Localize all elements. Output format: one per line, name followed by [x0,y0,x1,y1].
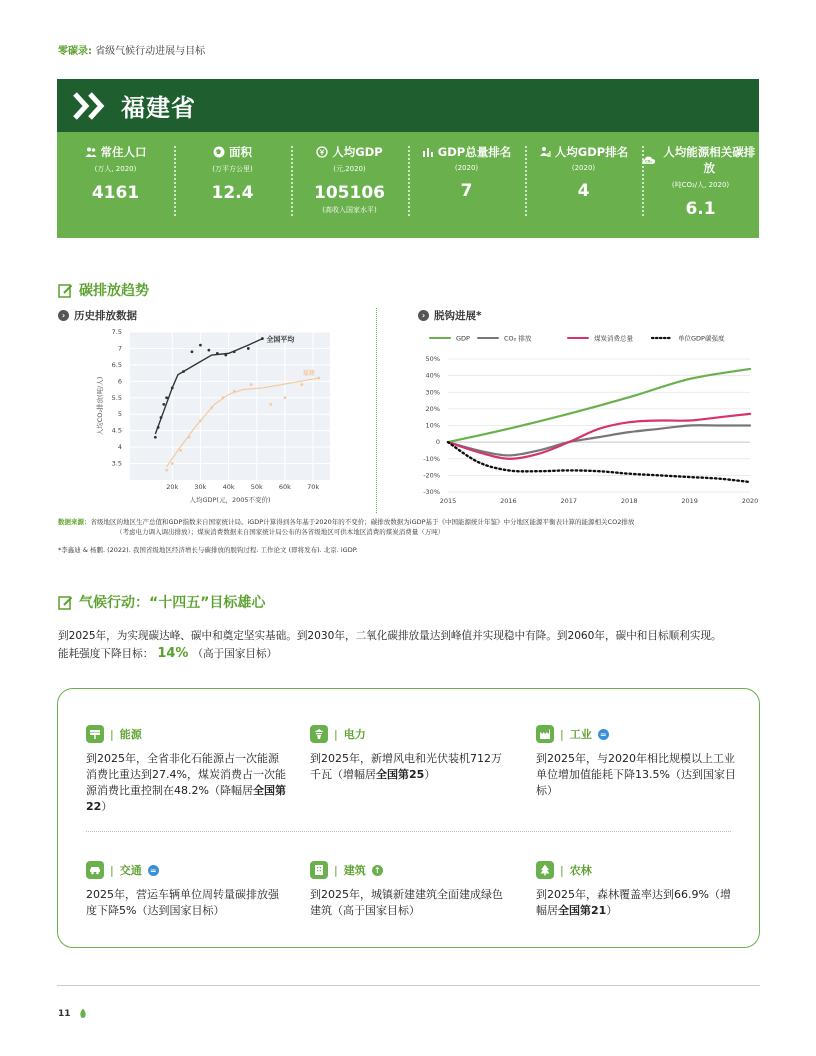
climate-section-title [58,592,265,612]
tree-icon [536,861,554,879]
equal-icon: = [598,729,609,740]
scatter-point [165,396,168,399]
scatter-point [154,436,157,439]
car-icon [86,861,104,879]
scatter-point [261,337,264,340]
sector-text-end: ） [424,768,436,781]
stat-label: 常住人口 [100,145,147,159]
stats-band [57,132,759,238]
stat-gdp-per-capita-rank [525,132,642,238]
scatter-point [160,416,163,419]
sector-name: 电力 [343,728,366,741]
history-subtitle [58,308,137,323]
header-section-label: 零碳录: [58,46,92,57]
scatter-point [162,403,165,406]
y-tick-label: 3.5 [111,459,122,468]
y-tick-label: 4 [117,443,122,452]
y-tick-label: 30% [425,388,440,397]
scatter-point [233,350,236,353]
citation-note: *李鑫迪 & 杨鹏. (2022). 我国省级地区经济增长与碳排放的脱钩过程. 工作论文 (即将发布). 北京. iGDP. [58,546,358,554]
stat-value: 7 [460,181,473,201]
stat-unit: (万人, 2020) [94,165,137,173]
stat-unit: (万平方公里) [212,165,253,173]
scatter-point [284,396,287,399]
stat-area [174,132,291,238]
sector-targets-box [57,688,760,948]
chevron-right-icon: › [58,310,69,321]
stat-value: 4 [577,181,590,201]
scatter-point [224,354,227,357]
history-scatter-chart [90,328,340,508]
scatter-point [222,396,225,399]
energy-icon [86,725,104,743]
x-tick-label: 2016 [500,497,517,505]
x-tick-label: 70k [307,483,320,491]
sector-power: | 电力 到2025年，新增风电和光伏装机712万千瓦（增幅居全国第25） [310,725,510,783]
y-tick-label: 10% [425,421,440,430]
chevron-right-icon: › [418,310,429,321]
people-icon [85,146,97,158]
chart-divider [376,308,377,513]
x-tick-label: 2018 [620,497,638,505]
sector-name: 工业 [569,728,592,741]
legend-label: 煤炭消费总量 [594,334,633,343]
equal-icon: = [148,865,159,876]
stat-carbon-per-capita [642,132,759,238]
decoupling-subtitle [418,308,482,323]
y-tick-label: 7 [117,344,122,353]
sector-name: 交通 [119,864,142,877]
source-text-1: 省级地区的地区生产总值和GDP指数来自国家统计局。iGDP计算得到各年基于2020年的不变价；碳排放数据为iGDP基于《中国能源统计年鉴》中分地区能源平衡表计算的能源相关CO2排放 [90,518,635,526]
province-name: 福建省 [121,94,196,122]
scatter-point [250,383,253,386]
stat-value: 105106 [314,183,385,203]
trend-section-title [58,280,149,300]
stat-label: 人均GDP排名 [554,145,629,159]
stat-value: 6.1 [685,199,716,219]
sector-text-end: ） [101,800,113,813]
currency-icon [316,146,328,158]
scatter-point [207,349,210,352]
co2-cloud-icon [642,154,655,166]
x-axis-label: 人均GDP(元，2005不变价) [189,496,271,504]
sector-energy: | 能源 到2025年，全省非化石能源占一次能源消费比重达到27.4%，煤炭消费占一次能源消费比重控制在48.2%（降幅居全国第22） [86,725,286,815]
leaf-icon [79,1008,87,1019]
x-tick-label: 2017 [560,497,578,505]
subtitle-text: 脱钩进展* [434,310,482,322]
scatter-point [247,347,250,350]
factory-icon [536,725,554,743]
scatter-point [210,406,213,409]
scatter-point [157,426,160,429]
x-tick-label: 20k [166,483,179,491]
sector-name: 能源 [119,728,142,741]
intensity-label: 能耗强度下降目标： [58,648,154,660]
x-tick-label: 40k [222,483,235,491]
sector-text-end: ） [606,904,618,917]
building-icon [310,861,328,879]
sector-transport: | 交通 = 2025年，营运车辆单位周转量碳排放强度下降5%（达到国家目标） [86,861,286,919]
scatter-point [171,462,174,465]
edit-icon [58,283,73,298]
source-note [58,517,763,537]
sector-text: 到2025年，与2020年相比规模以上工业单位增加值能耗下降13.5%（达到国家目标） [536,752,736,797]
source-text-2: （考虑电力调入调出排放）；煤炭消费数据来自国家统计局公布的各省级地区可供本地区消费的煤炭消费量（万吨） [116,528,445,536]
sector-name: 农林 [569,864,592,877]
scatter-point [233,390,236,393]
stat-label: 人均GDP [332,145,383,159]
y-tick-label: 5.5 [111,393,122,402]
footer-rule [57,985,760,986]
stat-note: (高收入国家水平) [322,206,377,214]
y-tick-label: 40% [425,371,440,380]
scatter-point [171,387,174,390]
sector-rank: 全国第25 [376,768,425,781]
decoupling-line-chart [420,326,760,510]
y-tick-label: 7.5 [111,328,122,336]
series-line [448,442,750,482]
y-tick-label: -10% [423,454,440,463]
plot-area [130,332,330,480]
bar-chart-icon [422,146,434,158]
stat-label: 人均能源相关碳排放 [663,145,756,175]
y-tick-label: 6.5 [111,360,122,369]
sector-name: 建筑 [343,864,366,877]
sector-text: 到2025年，全省非化石能源占一次能源消费比重达到27.4%，煤炭消费占一次能源消费比重控制在48.2%（降幅居 [86,752,286,797]
scatter-point [317,377,320,380]
scatter-point [182,370,185,373]
arrow-up-icon: ↑ [372,865,383,876]
sector-text: 2025年，营运车辆单位周转量碳排放强度下降5%（达到国家目标） [86,888,279,917]
intro-text: 到2025年，为实现碳达峰、碳中和奠定坚实基础。到2030年，二氧化碳排放量达到峰值并实现稳中有降。到2060年，碳中和目标顺利实现。 [58,630,722,642]
stat-unit: (2020) [454,164,479,172]
legend-label: CO₂ 排放 [504,334,532,343]
x-tick-label: 2015 [439,497,457,505]
sector-forestry: | 农林 到2025年，森林覆盖率达到66.9%（增幅居全国第21） [536,861,736,919]
stat-population [57,132,174,238]
intensity-note: （高于国家目标） [192,648,278,660]
stat-value: 12.4 [211,183,254,203]
edit-icon [58,595,73,610]
sector-building: | 建筑 ↑ 到2025年，城镇新建建筑全面建成绿色建筑（高于国家目标） [310,861,510,919]
scatter-point [179,449,182,452]
scatter-point [191,350,194,353]
x-tick-label: 2019 [681,497,698,505]
y-tick-label: -30% [423,488,440,496]
stat-label: GDP总量排名 [437,145,512,159]
legend-label: GDP [456,334,470,343]
subtitle-text: 历史排放数据 [74,310,137,322]
legend-label: 单位GDP碳强度 [678,334,725,343]
x-tick-label: 60k [278,483,291,491]
y-tick-label: 4.5 [111,426,122,435]
series-label: 全国平均 [266,335,295,344]
sector-text: 到2025年，森林覆盖率达到66.9%（增幅居 [536,888,731,917]
scatter-point [269,403,272,406]
scatter-point [165,469,168,472]
y-tick-label: 0 [435,438,440,447]
scatter-point [199,344,202,347]
x-tick-label: 50k [250,483,263,491]
section-heading: 气候行动：“十四五”目标雄心 [79,595,266,611]
series-line [448,369,750,442]
sector-text: 到2025年，城镇新建建筑全面建成绿色建筑（高于国家目标） [310,888,503,917]
sector-text: 到2025年，新增风电和光伏装机712万千瓦（增幅居 [310,752,502,781]
running-header [58,42,205,57]
double-chevron-icon [71,91,111,121]
y-tick-label: 50% [425,355,440,363]
header-section-title: 省级气候行动进展与目标 [95,46,206,57]
stat-gdp-rank [408,132,525,238]
stat-label: 面积 [229,145,252,159]
y-tick-label: -20% [423,471,440,480]
y-tick-label: 20% [425,404,440,413]
intensity-value: 14% [157,646,189,661]
stat-unit: (吨CO₂/人, 2020) [671,181,730,189]
stat-unit: (2020) [571,164,596,172]
sector-divider [86,831,731,832]
stat-unit: (元,2020) [333,165,366,173]
page-number: 11 [58,1008,71,1019]
svg-text:CO₂: CO₂ [645,159,653,164]
sector-rank: 全国第22 [86,784,286,813]
x-tick-label: 2020 [741,497,759,505]
sector-industry: | 工业 = 到2025年，与2020年相比规模以上工业单位增加值能耗下降13.5%（达到国家目标） [536,725,736,799]
climate-intro [58,628,778,663]
x-tick-label: 30k [194,483,207,491]
series-label: 福建 [302,370,315,378]
sector-rank: 全国第21 [558,904,607,917]
y-tick-label: 6 [117,377,122,386]
stat-gdp-per-capita [291,132,408,238]
section-heading: 碳排放趋势 [79,283,149,299]
scatter-point [188,436,191,439]
scatter-point [199,419,202,422]
province-banner [57,79,759,132]
person-rank-icon [539,146,551,158]
scatter-point [216,352,219,355]
power-icon [310,725,328,743]
y-tick-label: 5 [117,410,122,419]
source-label: 数据来源： [58,518,91,526]
y-axis-label: 人均CO₂排放(吨/人) [96,376,104,436]
stat-value: 4161 [91,183,140,203]
area-icon [213,146,225,158]
scatter-point [300,383,303,386]
page-footer [58,1008,87,1019]
